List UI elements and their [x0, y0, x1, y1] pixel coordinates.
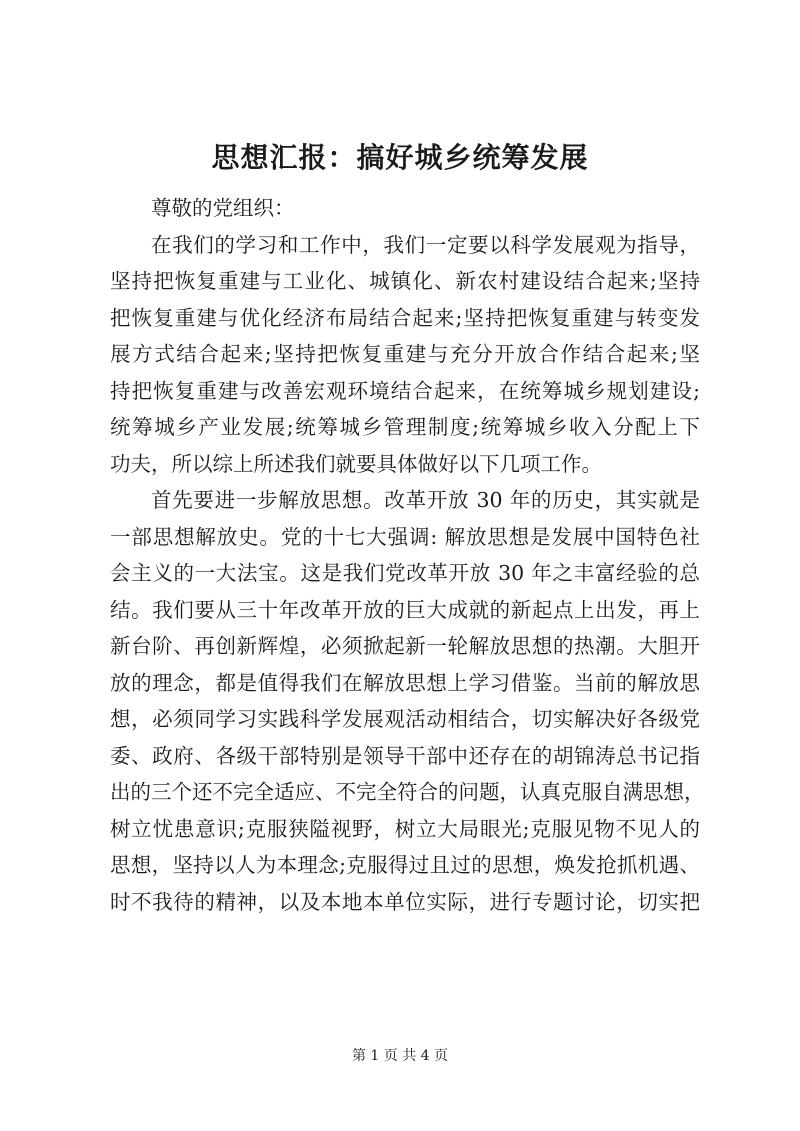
paragraph-line: 在我们的学习和工作中，我们一定要以科学发展观为指导，: [151, 232, 700, 257]
paragraph-line: 新台阶、再创新辉煌，必须掀起新一轮解放思想的热潮。大胆开: [110, 634, 700, 658]
paragraph-line: 把恢复重建与优化经济布局结合起来;坚持把恢复重建与转变发: [110, 305, 700, 330]
paragraph-1: [110, 227, 700, 483]
paragraph-line: 放的理念，都是值得我们在解放思想上学习借鉴。当前的解放思: [110, 670, 700, 695]
paragraph-line: 展方式结合起来;坚持把恢复重建与充分开放合作结合起来;坚: [110, 342, 700, 366]
paragraph-line: 会主义的一大法宝。这是我们党改革开放 30 年之丰富经验的总: [110, 561, 700, 585]
paragraph-line: 委、政府、各级干部特别是领导干部中还存在的胡锦涛总书记指: [110, 743, 700, 768]
paragraph-2: [110, 482, 705, 920]
paragraph-line: 思想，坚持以人为本理念;克服得过且过的思想，焕发抢抓机遇、: [110, 853, 700, 877]
paragraph-line: 首先要进一步解放思想。改革开放 30 年的历史，其实就是: [151, 488, 700, 512]
paragraph-line: 坚持把恢复重建与工业化、城镇化、新农村建设结合起来;坚持: [110, 269, 700, 293]
paragraph-line: 功夫，所以综上所述我们就要具体做好以下几项工作。: [110, 451, 602, 476]
paragraph-line: 结。我们要从三十年改革开放的巨大成就的新起点上出发，再上: [110, 597, 700, 622]
paragraph-line: 时不我待的精神，以及本地本单位实际，进行专题讨论，切实把: [110, 889, 700, 914]
paragraph-line: 想，必须同学习实践科学发展观活动相结合，切实解决好各级党: [110, 707, 700, 731]
paragraph-line: 统筹城乡产业发展;统筹城乡管理制度;统筹城乡收入分配上下: [110, 415, 700, 439]
document-title: 思想汇报：搞好城乡统筹发展: [211, 141, 589, 174]
paragraph-line: 持把恢复重建与改善宏观环境结合起来，在统筹城乡规划建设;: [110, 378, 700, 403]
salutation: 尊敬的党组织：: [151, 196, 295, 220]
paragraph-line: 出的三个还不完全适应、不完全符合的问题，认真克服自满思想，: [110, 780, 705, 804]
paragraph-line: 树立忧患意识;克服狭隘视野，树立大局眼光;克服见物不见人的: [110, 816, 700, 841]
paragraph-line: 一部思想解放史。党的十七大强调: 解放思想是发展中国特色社: [110, 524, 700, 549]
document-body: [110, 190, 705, 920]
page-footer: 第 1 页 共 4 页: [351, 1048, 449, 1064]
